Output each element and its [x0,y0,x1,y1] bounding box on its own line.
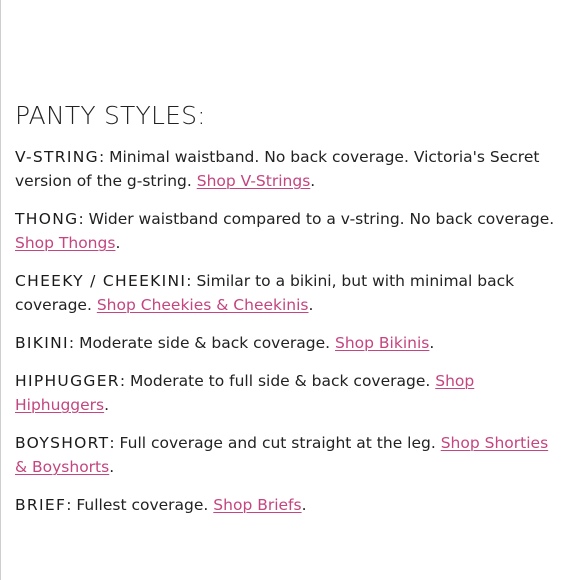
style-name: BRIEF [15,496,67,514]
shop-thongs-link[interactable]: Shop Thongs [15,234,116,252]
style-description: Moderate side & back coverage. [79,334,331,352]
shop-cheekies-link[interactable]: Shop Cheekies & Cheekinis [96,296,309,314]
shop-hiphuggers-link[interactable]: Shop Hiphuggers [15,372,475,414]
style-name: CHEEKY / CHEEKINI [15,272,187,290]
panty-styles-section [15,101,563,531]
style-description: Wider waistband compared to a v-string. No back coverage. [88,210,555,228]
style-description: Moderate to full side & back coverage. [130,372,431,390]
style-item-boyshort: BOYSHORT: Full coverage and cut straight at the leg. Shop Shorties & Boyshorts. [15,434,549,476]
shop-bikinis-link[interactable]: Shop Bikinis [335,334,430,352]
style-name: BIKINI [15,334,69,352]
style-name: HIPHUGGER [15,372,120,390]
left-frame-edge [0,0,1,580]
style-item-brief: BRIEF: Fullest coverage. Shop Briefs. [15,496,307,514]
style-description: Minimal waistband. No back coverage. Victoria's Secret version of the g-string. [15,148,540,190]
style-item-v-string: V-STRING: Minimal waistband. No back coverage. Victoria's Secret version of the g-string. Shop V-Strings. [15,148,540,190]
style-name: BOYSHORT [15,434,110,452]
style-name: THONG [15,210,79,228]
style-item-cheeky: CHEEKY / CHEEKINI: Similar to a bikini, but with minimal back coverage. Shop Cheekies & Cheekinis. [15,272,515,314]
style-description: Fullest coverage. [76,496,209,514]
style-item-hiphugger: HIPHUGGER: Moderate to full side & back coverage. Shop Hiphuggers. [15,372,475,414]
style-name: V-STRING [15,148,99,166]
shop-briefs-link[interactable]: Shop Briefs [213,496,302,514]
page-title: PANTY STYLES: [15,101,206,130]
shop-v-strings-link[interactable]: Shop V-Strings [196,172,311,190]
style-description: Full coverage and cut straight at the leg. [119,434,436,452]
style-item-bikini: BIKINI: Moderate side & back coverage. Shop Bikinis. [15,334,435,352]
style-description: Similar to a bikini, but with minimal back coverage. [15,272,515,314]
style-item-thong: THONG: Wider waistband compared to a v-string. No back coverage. Shop Thongs. [15,210,555,252]
shop-boyshorts-link[interactable]: Shop Shorties & Boyshorts [15,434,549,476]
